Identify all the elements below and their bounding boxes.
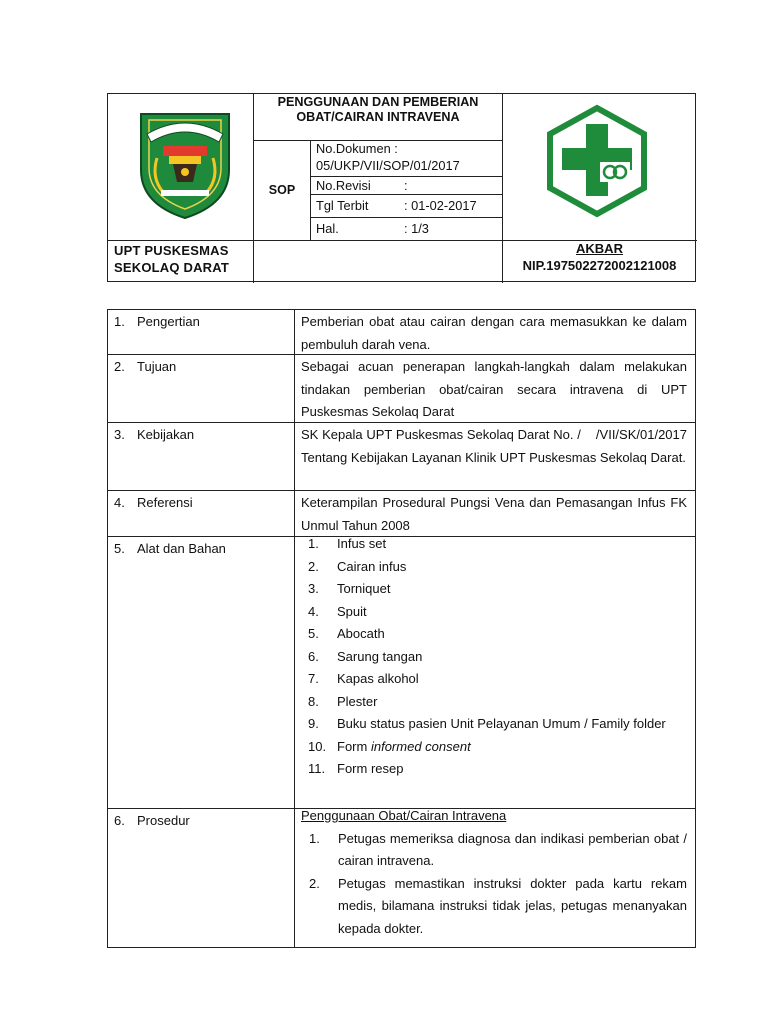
section-text: Sebagai acuan penerapan langkah-langkah dalam melakukan tindakan pemberian obat/cairan secara intravena di UPT Puskesmas Sekolaq Darat	[301, 359, 687, 419]
list-number: 7.	[308, 671, 319, 686]
section-text: Keterampilan Prosedural Pungsi Vena dan Pemasangan Infus FK Unmul Tahun 2008	[301, 495, 687, 533]
tgl-terbit	[316, 197, 477, 214]
list-number: 5.	[308, 626, 319, 641]
section-label: Kebijakan	[137, 427, 195, 442]
section-number: 4.	[114, 495, 125, 510]
section-text: Pemberian obat atau cairan dengan cara memasukkan ke dalam pembuluh darah vena.	[301, 314, 687, 352]
halaman	[316, 220, 429, 237]
org-line-2: SEKOLAQ DARAT	[114, 260, 230, 275]
section-alat-dan-bahan	[108, 537, 695, 809]
document-title: PENGGUNAAN DAN PEMBERIAN OBAT/CAIRAN INTRAVENA	[277, 95, 479, 124]
list-item	[308, 713, 688, 736]
list-number: 3.	[308, 581, 319, 596]
organization-name	[114, 242, 229, 276]
list-number: 2.	[308, 558, 319, 574]
list-item	[308, 691, 688, 714]
list-item	[308, 533, 688, 556]
list-item	[308, 556, 688, 579]
list-number: 1.	[308, 536, 319, 551]
list-item	[308, 601, 688, 624]
hal-label: Hal.	[316, 221, 339, 236]
list-item	[309, 873, 687, 941]
no-revisi-value: :	[404, 178, 408, 193]
list-number: 6.	[308, 648, 319, 664]
sop-label: SOP	[268, 183, 296, 197]
no-revisi	[316, 177, 408, 194]
section-prosedur	[108, 809, 695, 947]
section-pengertian	[108, 310, 695, 355]
section-number: 3.	[114, 427, 125, 442]
no-dokumen	[316, 140, 496, 174]
signer	[502, 240, 697, 274]
list-number: 8.	[308, 693, 319, 709]
list-number: 2.	[309, 875, 320, 891]
section-label: Prosedur	[137, 813, 190, 828]
signer-nip: NIP.197502272002121008	[522, 258, 677, 273]
kutai-barat-logo	[133, 108, 237, 220]
list-text: Petugas memeriksa diagnosa dan indikasi pemberian obat / cairan intravena.	[338, 830, 687, 868]
no-revisi-label: No.Revisi	[316, 178, 371, 193]
list-text: Cairan infus	[337, 558, 407, 574]
section-label: Alat dan Bahan	[137, 541, 226, 556]
sop-header	[107, 93, 696, 282]
list-text-italic: informed consent	[370, 738, 471, 754]
section-prosedur-content	[301, 805, 687, 940]
list-text: Torniquet	[337, 581, 391, 596]
list-item	[308, 646, 688, 669]
list-item	[308, 578, 688, 601]
list-number: 9.	[308, 716, 319, 731]
section-number: 5.	[114, 541, 125, 556]
list-number: 10.	[308, 738, 327, 754]
signer-name: AKBAR	[576, 241, 623, 256]
section-text: SK Kepala UPT Puskesmas Sekolaq Darat No. / /VII/SK/01/2017 Tentang Kebijakan Layanan Klinik UPT Puskesmas Sekolaq Darat.	[301, 427, 691, 465]
no-dokumen-label: No.Dokumen :	[316, 141, 398, 156]
list-item	[308, 758, 688, 781]
hal-value: : 1/3	[404, 221, 429, 236]
list-number: 4.	[308, 603, 319, 619]
list-text: Buku status pasien Unit Pelayanan Umum / Family folder	[337, 716, 666, 731]
section-label: Tujuan	[137, 359, 177, 374]
list-text: Spuit	[337, 603, 367, 619]
list-item	[308, 623, 688, 646]
list-text: Abocath	[337, 626, 385, 641]
list-number: 1.	[309, 830, 320, 846]
list-number: 11.	[308, 761, 326, 776]
list-text: Sarung tangan	[337, 648, 423, 664]
list-item	[309, 828, 687, 873]
tgl-terbit-label: Tgl Terbit	[316, 198, 369, 213]
section-label: Referensi	[137, 495, 193, 510]
list-text: Kapas alkohol	[337, 671, 419, 686]
list-item	[308, 736, 688, 759]
list-text: Form resep	[337, 761, 404, 776]
org-line-1: UPT PUSKESMAS	[114, 243, 229, 258]
tgl-terbit-value: : 01-02-2017	[404, 198, 477, 213]
section-list	[308, 533, 688, 781]
section-kebijakan	[108, 423, 695, 491]
section-referensi	[108, 491, 695, 537]
sop-content-table	[107, 309, 696, 948]
list-text: Plester	[337, 693, 378, 709]
list-item	[308, 668, 688, 691]
section-number: 6.	[114, 813, 125, 828]
list-text: Form	[337, 738, 368, 754]
puskesmas-logo	[540, 104, 654, 218]
section-label: Pengertian	[137, 314, 200, 329]
section-tujuan	[108, 355, 695, 423]
section-number: 1.	[114, 314, 125, 329]
no-dokumen-value: 05/UKP/VII/SOP/01/2017	[316, 158, 460, 173]
list-text: Petugas memastikan instruksi dokter pada kartu rekam medis, bilamana instruksi tidak jelas, petugas menanyakan kepada dokter.	[338, 875, 687, 936]
section-number: 2.	[114, 359, 125, 374]
procedure-heading: Penggunaan Obat/Cairan Intravena	[301, 808, 507, 823]
list-text: Infus set	[337, 536, 387, 551]
